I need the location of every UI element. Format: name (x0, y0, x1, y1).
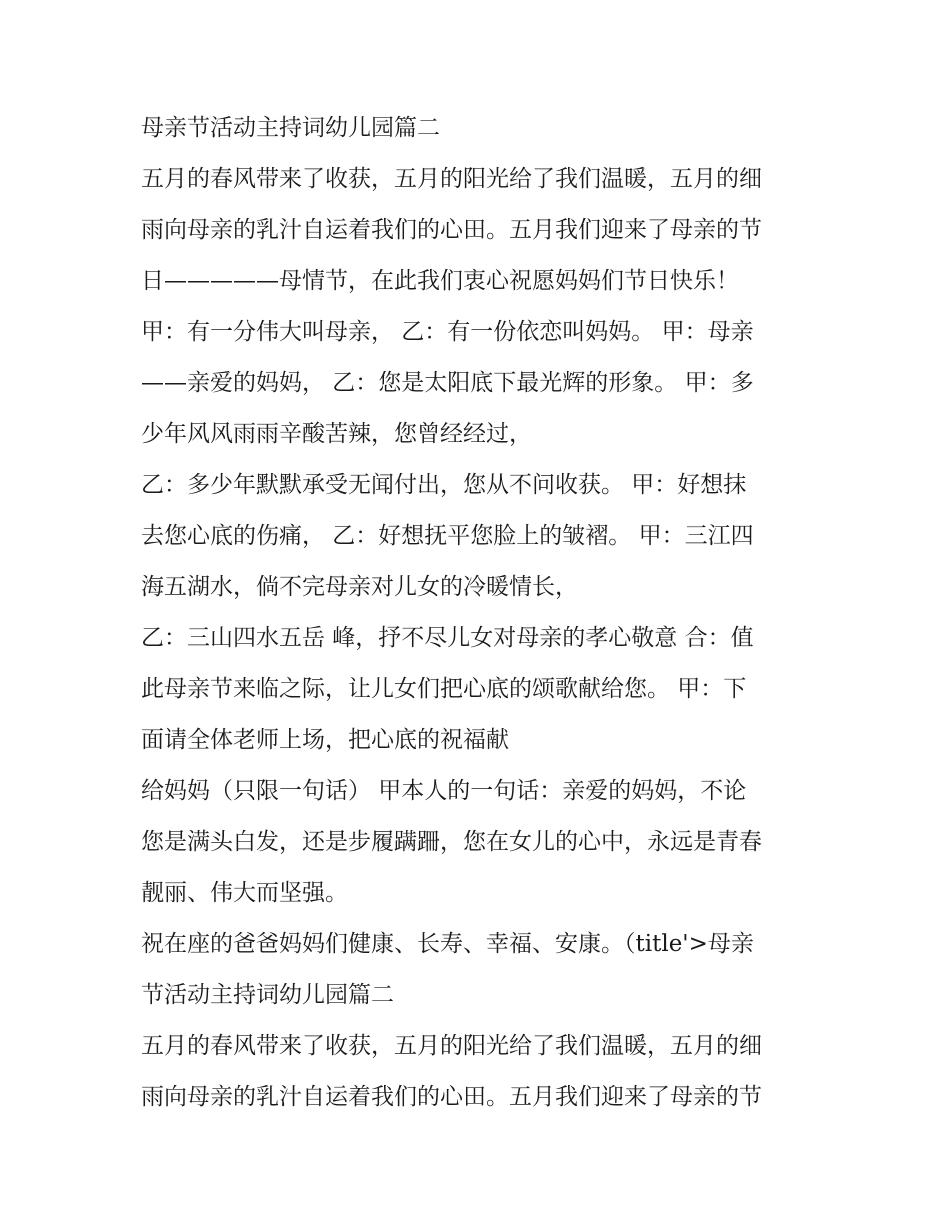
text-line: 少年风风雨雨辛酸苦辣，您曾经经过， (141, 421, 532, 447)
document-body (141, 110, 821, 1130)
text-line: ——亲爱的妈妈， 乙：您是太阳底下最光辉的形象。 甲：多 (141, 370, 754, 396)
text-line: 乙：多少年默默承受无闻付出，您从不问收获。 甲：好想抹 (141, 472, 747, 498)
text-line: 此母亲节来临之际，让儿女们把心底的颂歌献给您。 甲：下 (141, 676, 747, 702)
document-title: 母亲节活动主持词幼儿园篇二 (141, 115, 440, 141)
text-line: 雨向母亲的乳汁自运着我们的心田。五月我们迎来了母亲的节 (141, 1084, 762, 1110)
text-line: 雨向母亲的乳汁自运着我们的心田。五月我们迎来了母亲的节 (141, 217, 762, 243)
text-line: 给妈妈（只限一句话） 甲本人的一句话：亲爱的妈妈，不论 (141, 778, 747, 804)
text-line: 节活动主持词幼儿园篇二 (141, 982, 394, 1008)
text-line: 去您心底的伤痛， 乙：好想抚平您脸上的皱褶。 甲：三江四 (141, 523, 754, 549)
text-line: 面请全体老师上场，把心底的祝福献 (141, 727, 509, 753)
text-line: 五月的春风带来了收获，五月的阳光给了我们温暖，五月的细 (141, 166, 762, 192)
text-line: 靓丽、伟大而坚强。 (141, 880, 348, 906)
text-line: 海五湖水，倘不完母亲对儿女的冷暖情长， (141, 574, 578, 600)
text-line: 日—————母情节，在此我们衷心祝愿妈妈们节日快乐！ (141, 268, 739, 294)
text-line: 祝在座的爸爸妈妈们健康、长寿、幸福、安康。（title'>母亲 (141, 931, 754, 957)
text-line: 乙：三山四水五岳 峰，抒不尽儿女对母亲的孝心敬意 合：值 (141, 625, 754, 651)
text-line: 您是满头白发，还是步履蹒跚，您在女儿的心中，永远是青春 (141, 829, 762, 855)
text-line: 甲：有一分伟大叫母亲， 乙：有一份依恋叫妈妈。 甲：母亲 (141, 319, 754, 345)
text-line: 五月的春风带来了收获，五月的阳光给了我们温暖，五月的细 (141, 1033, 762, 1059)
